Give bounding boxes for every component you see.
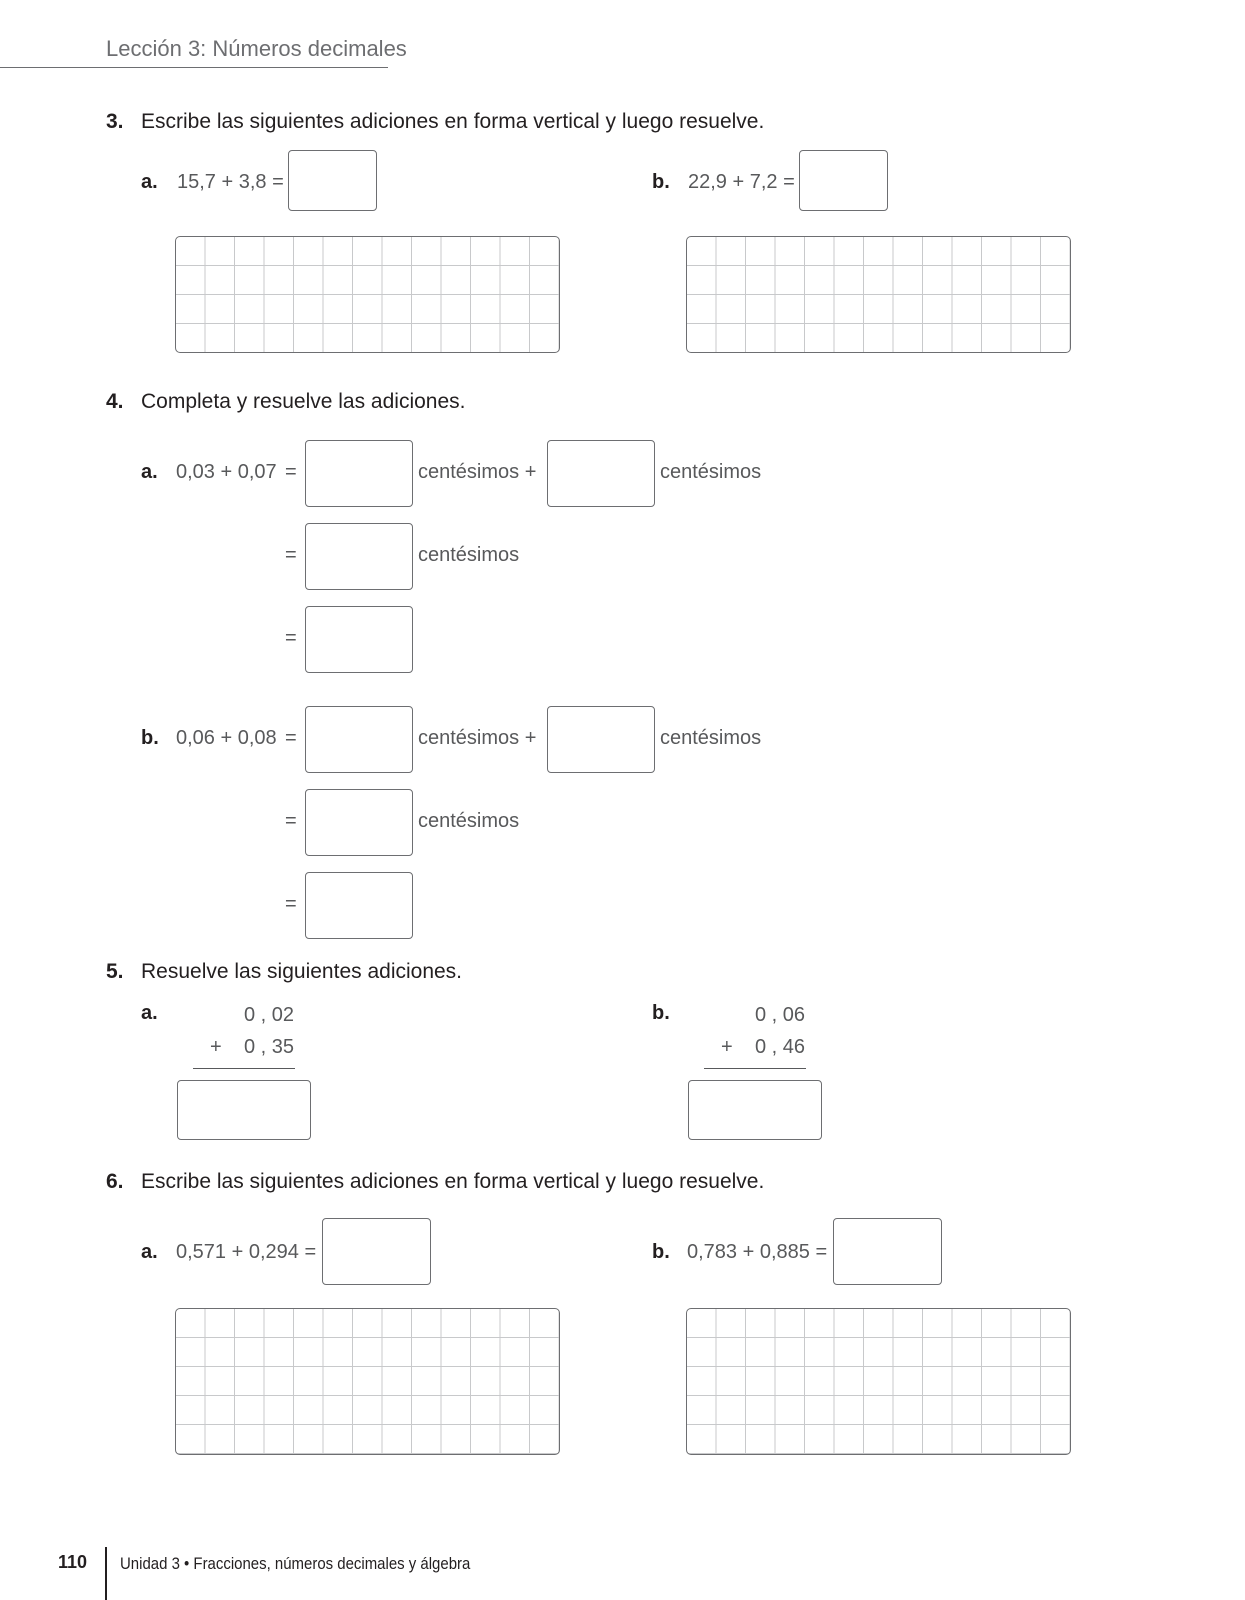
q5a-top-number: 0 , 02	[243, 1004, 294, 1026]
q3-text: Escribe las siguientes adiciones en forma vertical y luego resuelve.	[141, 110, 765, 133]
q4a-word-plus: centésimos +	[418, 461, 537, 483]
q4b-label: b.	[141, 727, 159, 749]
q4a-equals-3: =	[285, 627, 297, 649]
q6b-expression: 0,783 + 0,885 =	[687, 1241, 828, 1263]
q3-number: 3.	[106, 110, 124, 133]
q4b-equals-3: =	[285, 893, 297, 915]
q5-text: Resuelve las siguientes adiciones.	[141, 960, 463, 983]
q6b-label: b.	[652, 1241, 670, 1263]
q3a-work-grid[interactable]	[175, 236, 560, 353]
q5b-answer-box[interactable]	[688, 1080, 822, 1140]
lesson-title: Lección 3: Números decimales	[106, 36, 407, 61]
q6a-work-grid[interactable]	[175, 1308, 560, 1455]
q4a-box-1[interactable]	[305, 440, 413, 507]
q4a-label: a.	[141, 461, 158, 483]
q4b-word-plus: centésimos +	[418, 727, 537, 749]
q4a-word-2: centésimos	[418, 544, 520, 566]
q6a-expression: 0,571 + 0,294 =	[176, 1241, 317, 1263]
q3b-label: b.	[652, 171, 670, 193]
q4a-word: centésimos	[660, 461, 762, 483]
q4b-box-2[interactable]	[547, 706, 655, 773]
q6a-answer-box[interactable]	[322, 1218, 431, 1285]
q4a-equals-2: =	[285, 544, 297, 566]
q6-text: Escribe las siguientes adiciones en forma vertical y luego resuelve.	[141, 1170, 765, 1193]
q4b-box-1[interactable]	[305, 706, 413, 773]
header-rule	[0, 67, 388, 68]
q5-number: 5.	[106, 960, 124, 983]
q4a-box-2[interactable]	[547, 440, 655, 507]
q3b-expression: 22,9 + 7,2 =	[688, 171, 795, 193]
q4b-word: centésimos	[660, 727, 762, 749]
q4a-expression: 0,03 + 0,07	[176, 461, 277, 483]
q5b-top-number: 0 , 06	[754, 1004, 805, 1026]
q4a-box-3[interactable]	[305, 523, 413, 590]
q6b-answer-box[interactable]	[833, 1218, 942, 1285]
q4b-box-3[interactable]	[305, 789, 413, 856]
page-number: 110	[58, 1552, 88, 1572]
q5a-bottom-number: 0 , 35	[243, 1036, 294, 1058]
q3a-label: a.	[141, 171, 158, 193]
q5b-sum-line	[704, 1068, 806, 1069]
q4b-word-2: centésimos	[418, 810, 520, 832]
q5b-plus-sign: +	[721, 1036, 733, 1058]
q5a-answer-box[interactable]	[177, 1080, 311, 1140]
q5a-sum-line	[193, 1068, 295, 1069]
q3a-answer-box[interactable]	[288, 150, 377, 211]
q4a-equals-1: =	[285, 461, 297, 483]
footer-unit-title: Unidad 3 • Fracciones, números decimales y álgebra	[120, 1554, 471, 1573]
q4b-box-4[interactable]	[305, 872, 413, 939]
q4-number: 4.	[106, 390, 124, 413]
q5a-plus-sign: +	[210, 1036, 222, 1058]
q4b-equals-2: =	[285, 810, 297, 832]
q4b-equals-1: =	[285, 727, 297, 749]
q3b-answer-box[interactable]	[799, 150, 888, 211]
q4a-box-4[interactable]	[305, 606, 413, 673]
footer-divider	[105, 1547, 107, 1600]
q5b-label: b.	[652, 1002, 670, 1024]
q5b-bottom-number: 0 , 46	[754, 1036, 805, 1058]
q6-number: 6.	[106, 1170, 124, 1193]
q6b-work-grid[interactable]	[686, 1308, 1071, 1455]
q3b-work-grid[interactable]	[686, 236, 1071, 353]
q5a-label: a.	[141, 1002, 158, 1024]
q4-text: Completa y resuelve las adiciones.	[141, 390, 466, 413]
q6a-label: a.	[141, 1241, 158, 1263]
q3a-expression: 15,7 + 3,8 =	[177, 171, 284, 193]
q4b-expression: 0,06 + 0,08	[176, 727, 277, 749]
